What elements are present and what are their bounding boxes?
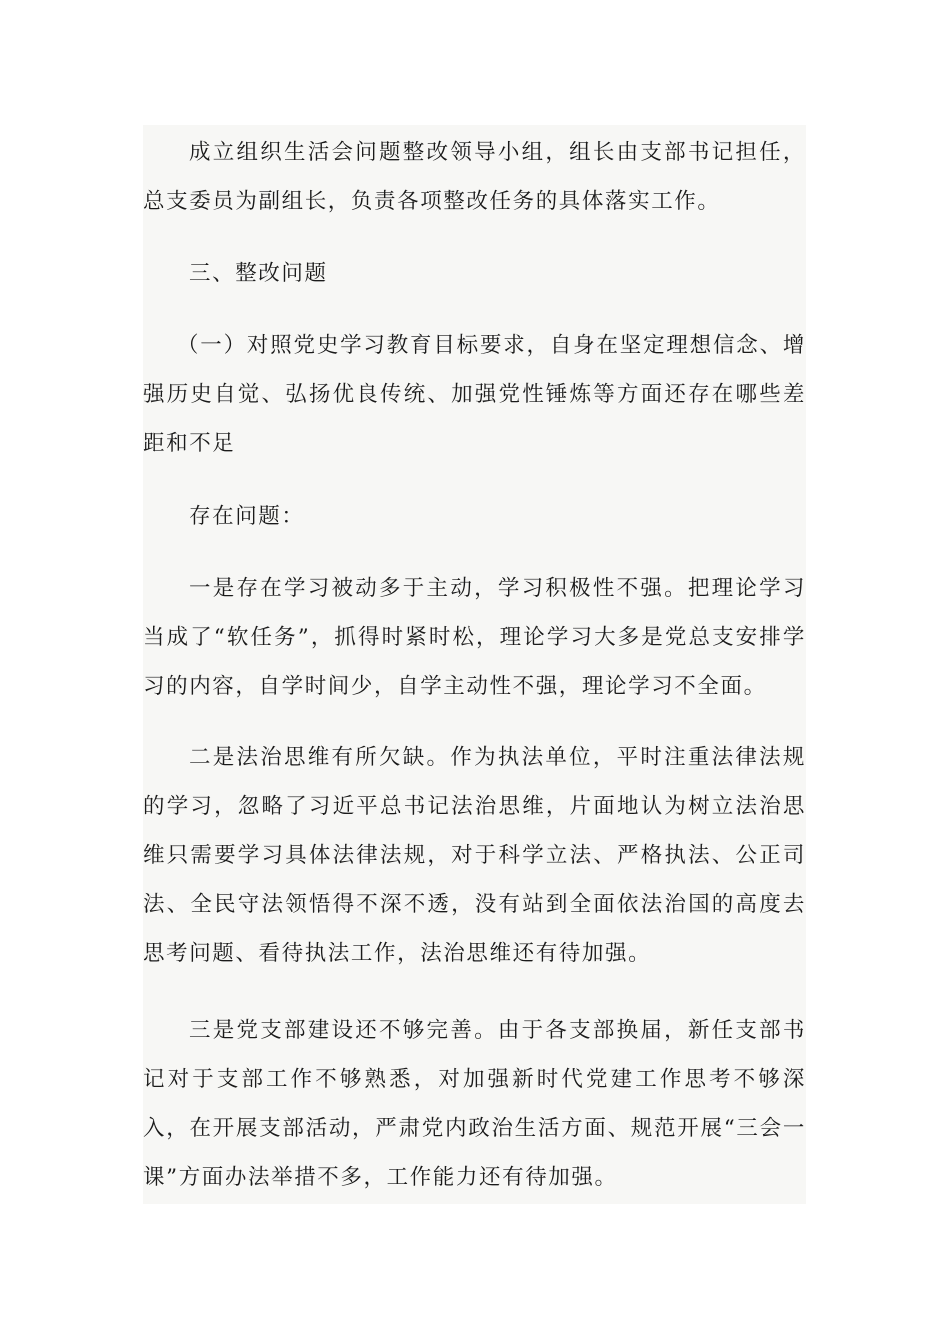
section-heading-rectification-issues: 三、整改问题 [189,261,328,286]
existing-problems-label: 存在问题： [189,504,305,529]
problem-three-paragraph: 三是党支部建设还不够完善。由于各支部换届，新任支部书记对于支部工作不够熟悉，对加强新时代党建工作思考不够深入，在开展支部活动，严肃党内政治生活方面、规范开展“三会一课”方面办法举措不多，工作能力还有待加强。 [143,1018,806,1190]
paragraph-leading-group: 成立组织生活会问题整改领导小组，组长由支部书记担任，总支委员为副组长，负责各项整改任务的具体落实工作。 [143,140,806,214]
problem-one-paragraph: 一是存在学习被动多于主动，学习积极性不强。把理论学习当成了“软任务”，抓得时紧时松，理论学习大多是党总支安排学习的内容，自学时间少，自学主动性不强，理论学习不全面。 [143,576,806,699]
document-page [143,125,806,1204]
subsection-heading-one: （一）对照党史学习教育目标要求，自身在坚定理想信念、增强历史自觉、弘扬优良传统、加强党性锤炼等方面还存在哪些差距和不足 [143,333,806,456]
problem-two-paragraph: 二是法治思维有所欠缺。作为执法单位，平时注重法律法规的学习，忽略了习近平总书记法治思维，片面地认为树立法治思维只需要学习具体法律法规，对于科学立法、严格执法、公正司法、全民守法领悟得不深不透，没有站到全面依法治国的高度去思考问题、看待执法工作，法治思维还有待加强。 [143,745,806,966]
